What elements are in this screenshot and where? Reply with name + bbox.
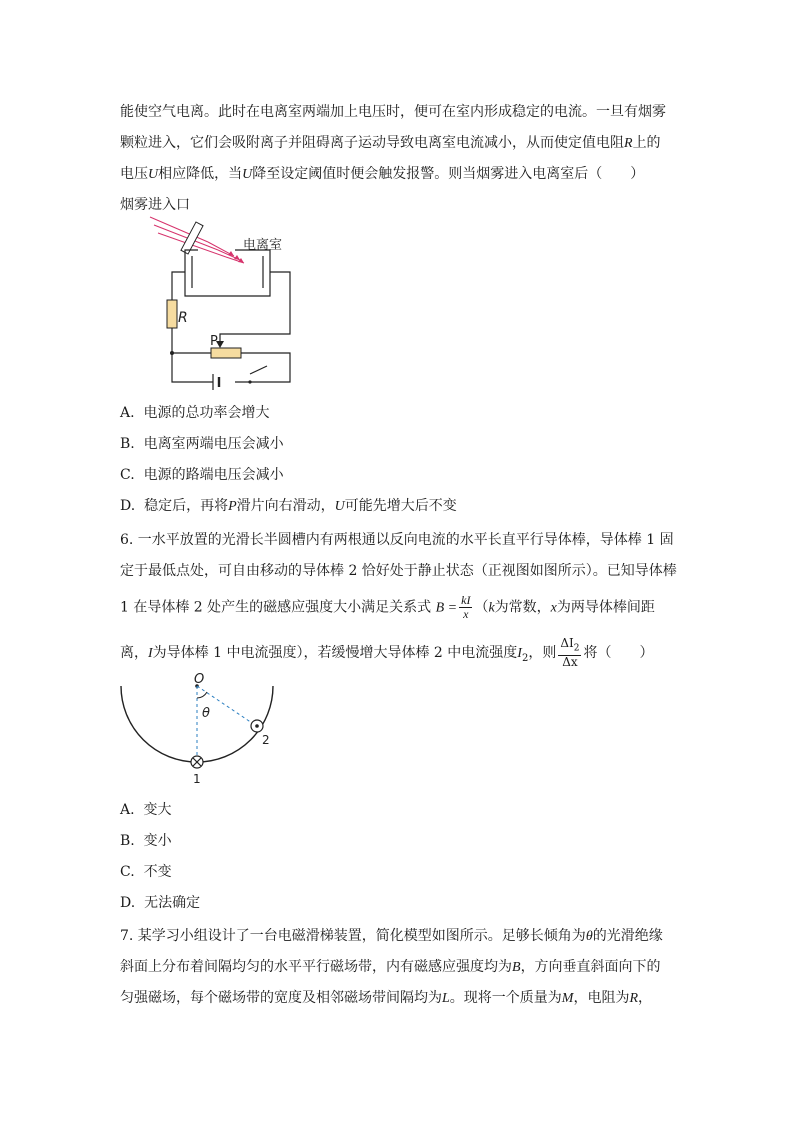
q6-option-d[interactable]: D. 无法确定 [120, 895, 201, 911]
q6-option-c[interactable]: C. 不变 [120, 864, 172, 880]
q5-smoke-inlet-label: 烟雾进入口 [120, 197, 190, 213]
q6-line-3: 1 在导体棒 2 处产生的磁感应强度大小满足关系式 B = $\frac{kI}{x}$ （k为常数，x为两导体棒间距 [120, 593, 655, 621]
q5-option-c[interactable]: C. 电源的路端电压会减小 [120, 467, 284, 483]
q7-line-1: 7. 某学习小组设计了一台电磁滑梯装置，简化模型如图所示。足够长倾角为θ的光滑绝缘 [120, 928, 663, 944]
label-o: O [194, 672, 205, 687]
battery [213, 374, 219, 390]
q6-line-1: 6. 一水平放置的光滑长半圆槽内有两根通以反向电流的水平长直平行导体棒，导体棒 1 固 [120, 532, 674, 548]
resistor-r [167, 300, 177, 328]
ratio-fraction: $\frac{\Delta I_2}{\Delta x}$ [560, 636, 580, 670]
q5-stem-line-3: 电压U相应降低，当U降至设定阈值时便会触发报警。则当烟雾进入电离室后（ ） [120, 166, 645, 182]
ionization-chamber [185, 250, 270, 296]
slider-label: P [210, 334, 218, 349]
label-1: 1 [193, 772, 201, 786]
conductor-1-icon [191, 756, 203, 768]
chamber-label: 电离室 [243, 238, 283, 253]
q5-stem-line-1: 能使空气电离。此时在电离室两端加上电压时，便可在室内形成稳定的电流。一旦有烟雾 [120, 104, 666, 120]
rheostat [211, 348, 241, 358]
q6-line-4: 离，I为导体棒 1 中电流强度），若缓慢增大导体棒 2 中电流强度$I_2$，则 $\frac{\Delta I_2}{\Delta x}$ 将（ ） [120, 636, 654, 670]
q5-option-b[interactable]: B. 电离室两端电压会减小 [120, 436, 284, 452]
q5-stem-line-2: 颗粒进入，它们会吸附离子并阻碍离子运动导致电离室电流减小，从而使定值电阻R上的 [120, 135, 661, 151]
q6-option-b[interactable]: B. 变小 [120, 833, 172, 849]
conductor-2-icon [251, 720, 263, 732]
q5-option-d[interactable]: D. 稳定后，再将P滑片向右滑动，U可能先增大后不变 [120, 498, 457, 514]
q6-line-2: 定于最低点处，可自由移动的导体棒 2 恰好处于静止状态（正视图如图所示）。已知导体棒 [120, 563, 677, 579]
circuit-wires [172, 272, 290, 382]
label-theta: θ [202, 706, 210, 721]
formula-fraction: $\frac{kI}{x}$ [461, 593, 471, 621]
q7-line-2: 斜面上分布着间隔均匀的水平平行磁场带，内有磁感应强度均为B，方向垂直斜面向下的 [120, 959, 661, 975]
resistor-label: R [178, 310, 188, 326]
q5-option-a[interactable]: A. 电源的总功率会增大 [120, 405, 270, 421]
q6-trough-figure [115, 672, 285, 787]
label-2: 2 [262, 733, 270, 747]
q6-option-a[interactable]: A. 变大 [120, 802, 172, 818]
q7-line-3: 匀强磁场，每个磁场带的宽度及相邻磁场带间隔均为L。现将一个质量为M，电阻为R， [120, 990, 653, 1006]
dashed-radii [197, 686, 255, 756]
q5-circuit-figure [140, 212, 310, 390]
